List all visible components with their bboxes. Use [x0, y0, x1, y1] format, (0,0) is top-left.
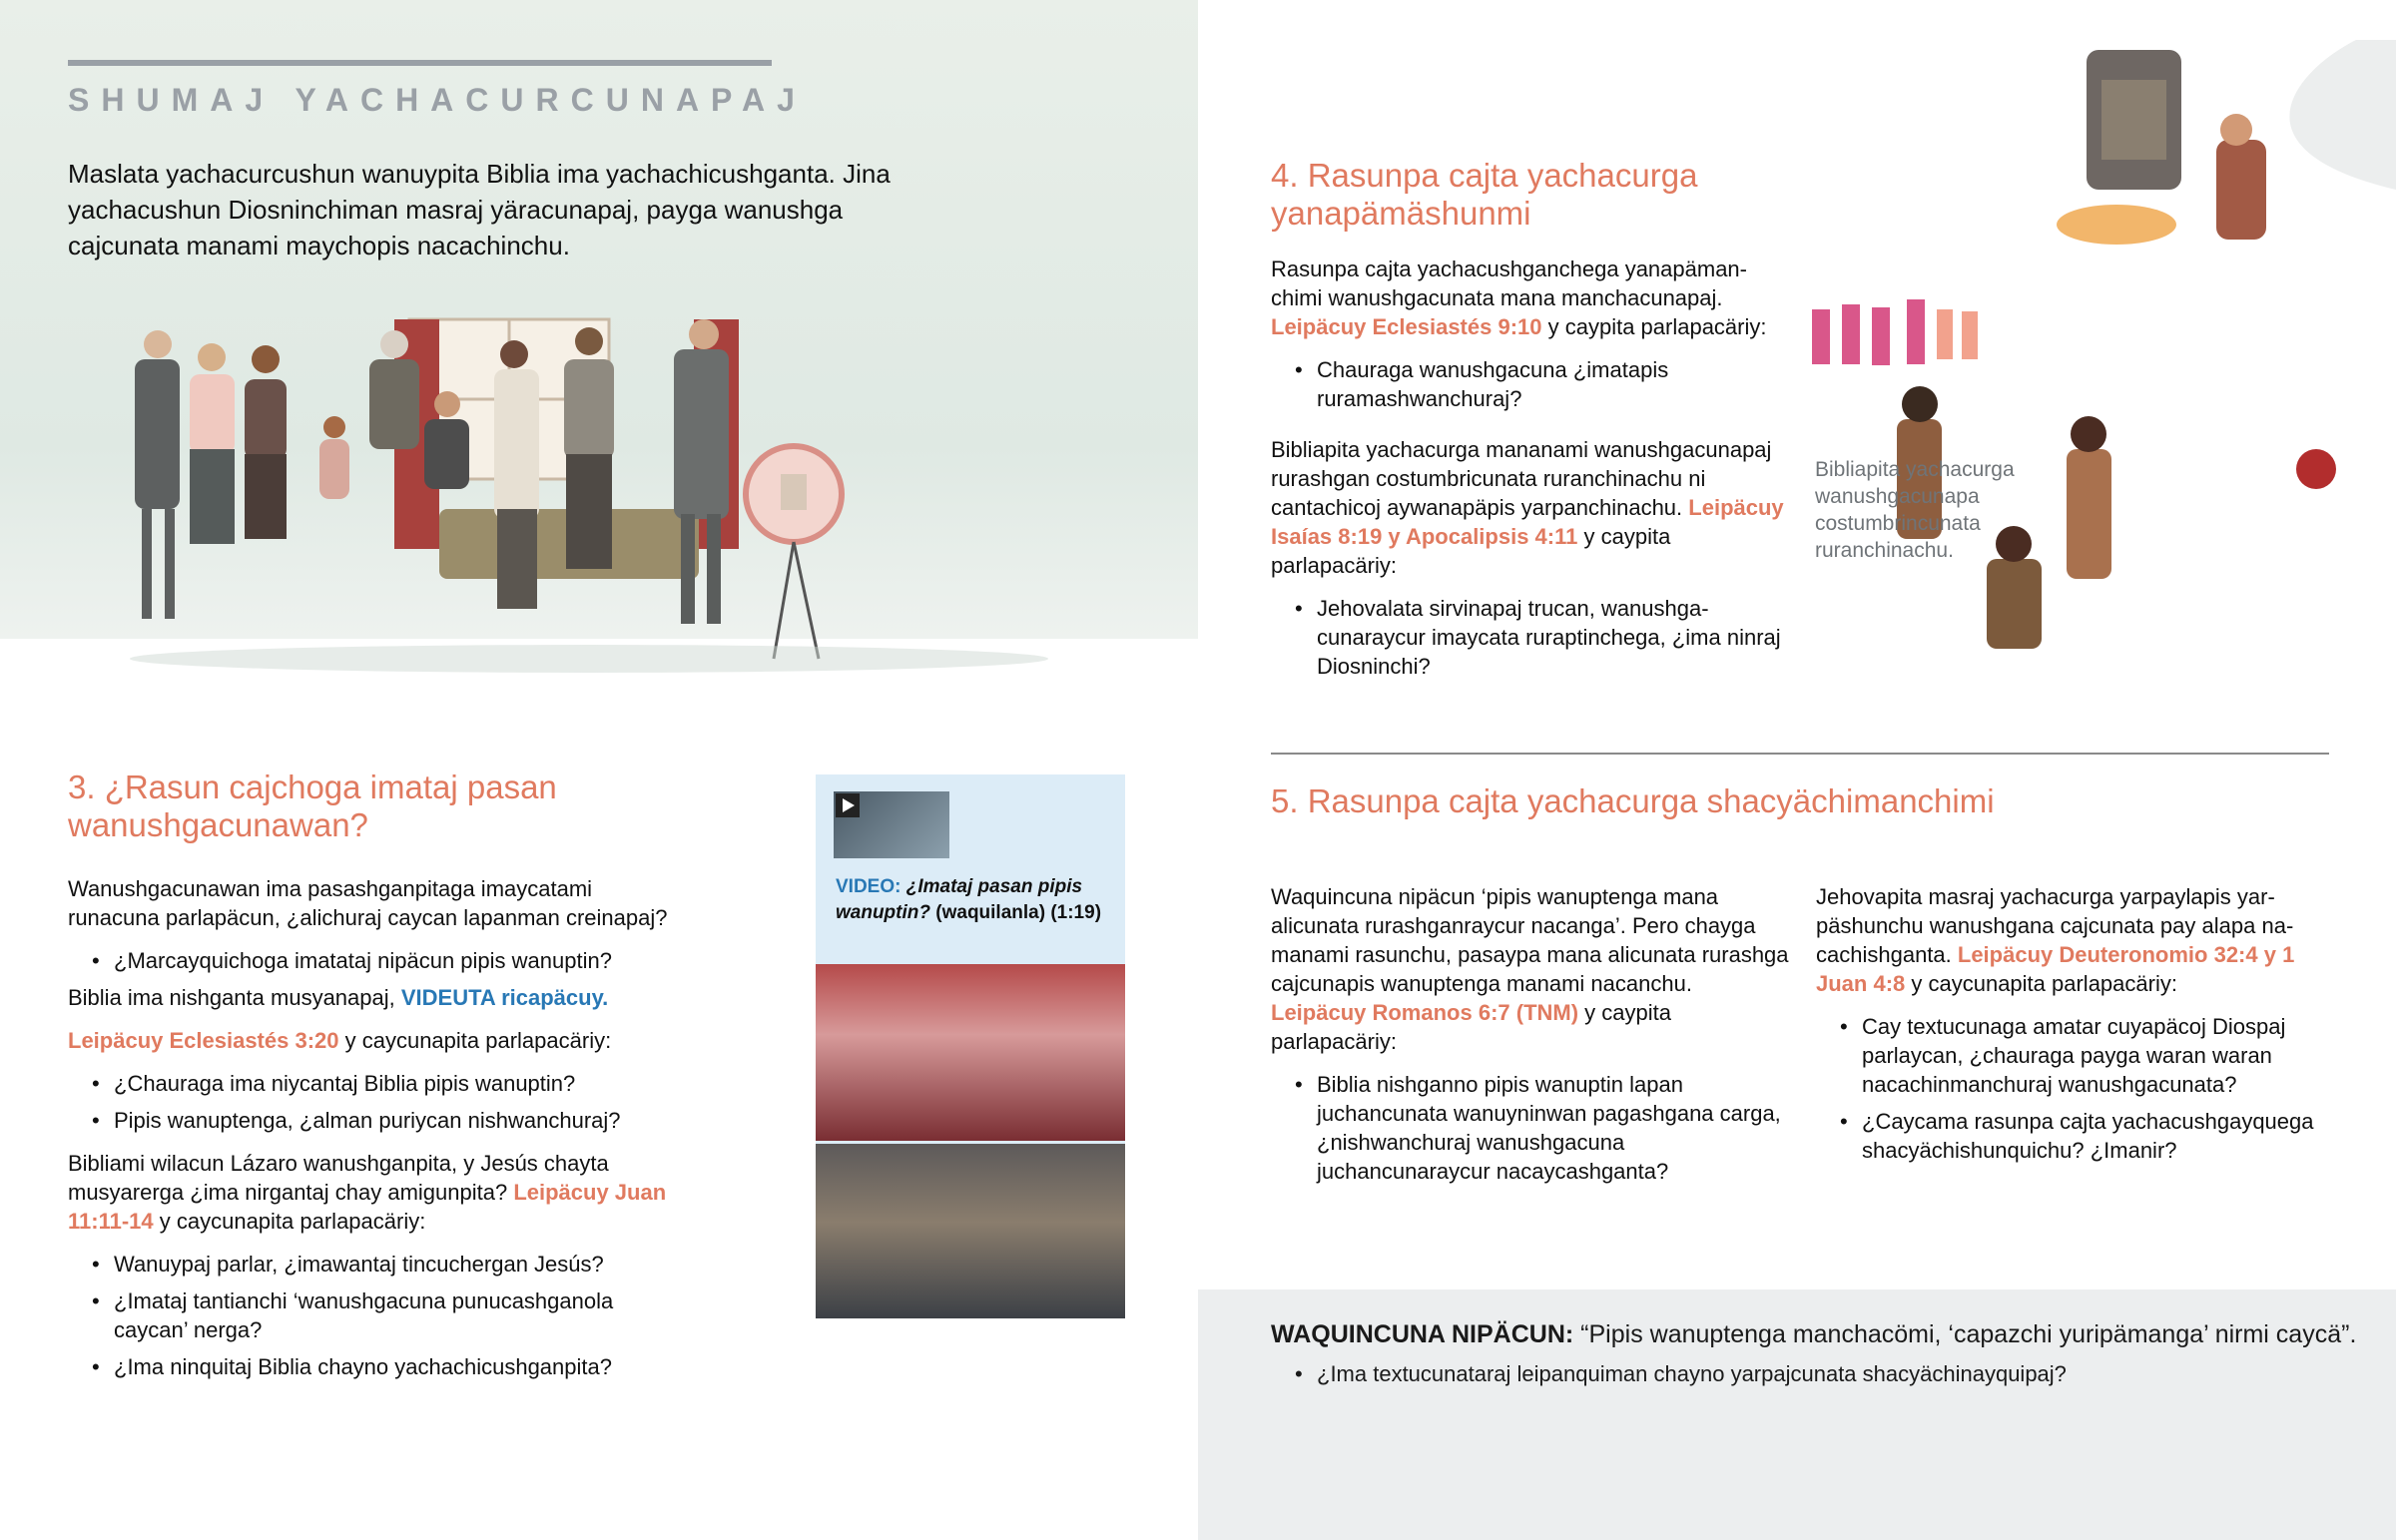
section-5-list-a: [1271, 1070, 1790, 1186]
scripture-ref-isaias-apocalipsis[interactable]: Leipäcuy Isaías 8:19 y Apocalipsis 4:11: [1271, 495, 1784, 549]
section-5-title: 5. Rasunpa cajta yachacurga shacyächimanchimi: [1271, 782, 1995, 819]
section-3: [68, 769, 677, 1389]
section-5-column-a: [1271, 882, 1790, 1194]
video-title: ¿Imataj pasan pipis wanuptin?: [836, 876, 1083, 923]
section-4-q2: • Jehovalata sirvinapaj trucan, wanushgacunaraycur imaycata ruraptinchega, ¿ima ninraj Diosninchi?: [1271, 594, 1790, 681]
section-divider: [1271, 753, 2329, 755]
section-3-q6: • ¿Ima ninquitaj Biblia chayno yachachicushganpita?: [68, 1352, 677, 1381]
summary-list: [1271, 1359, 2369, 1388]
section-4-list-2: [1271, 594, 1790, 681]
hospital-bed-photo: [816, 964, 1125, 1141]
scripture-ref-romanos-6-7[interactable]: Leipäcuy Romanos 6:7 (TNM): [1271, 1000, 1579, 1025]
section-3-list-2: [68, 1069, 677, 1135]
section-3-q3: • Pipis wanuptenga, ¿alman puriycan nishwanchuraj?: [68, 1106, 677, 1135]
intro-text: Maslata yachacurcushun wanuypita Biblia ima yachachicushganta. Jina yachacushun Diosninchiman masraj yäracunapaj, payga wanushga cajcunata manami maychopis nacachinchu.: [68, 159, 891, 260]
section-5: [1271, 782, 2349, 1184]
scripture-ref-deuteronomio-juan[interactable]: Leipäcuy Deuteronomio 32:4 y 1 Juan 4:8: [1816, 942, 2295, 996]
funeral-scene-illustration: [120, 299, 1058, 704]
video-caption: [836, 874, 1115, 926]
section-5-q2: • Cay textucunaga amatar cuyapäcoj Diospaj parlaycan, ¿chauraga payga waran waran nacachinmanchuraj wanushgacunata?: [1816, 1012, 2335, 1099]
section-3-title: 3. ¿Rasun cajchoga imataj pasan wanushgacunawan?: [68, 769, 557, 843]
summary-box: [1198, 1289, 2396, 1540]
section-3-q4: • Wanuypaj parlar, ¿imawantaj tincuchergan Jesús?: [68, 1250, 677, 1279]
video-meta: (waquilanla) (1:19): [935, 902, 1102, 923]
section-4-list-1: [1271, 355, 1790, 413]
section-3-question-intro: Wanushgacunawan ima pasashganpitaga imaycatami runacuna parlapäcun, ¿alichuraj caycan lapanman creinapaj?: [68, 876, 668, 930]
section-4-para-2: Bibliapita yachacurga mananami wanushgacunapaj rurashgan costumbricunata ruranchinachu ni cantachicoj aywanapäpis yarpanchinachu. Leipäcuy Isaías 8:19 y Apocalipsis 4:11 y caypita parlapacäriy:: [1271, 437, 1784, 578]
section-5-q1: • Biblia nishganno pipis wanuptin lapan juchancunata wanuyninwan pagashgana carga, ¿nishwanchuraj wanushgacuna juchancunaraycur nacaycashganta?: [1271, 1070, 1790, 1186]
mourners-photo: [816, 1144, 1125, 1318]
offerings-and-dancers-illustration: [1797, 30, 2396, 689]
section-5-list-b: [1816, 1012, 2335, 1165]
video-thumbnail[interactable]: [834, 791, 949, 858]
video-link[interactable]: VIDEUTA ricapäcuy.: [400, 985, 609, 1010]
illustration-caption: Bibliapita yachacurga wanushgacunapa costumbrincunata ruranchinachu.: [1815, 458, 2015, 562]
section-4-title: 4. Rasunpa cajta yachacurga yanapämäshunmi: [1271, 157, 1698, 232]
section-3-list-3: [68, 1250, 677, 1381]
section-3-list-1: [68, 946, 677, 975]
section-3-read-1: Leipäcuy Eclesiastés 3:20 y caycunapita parlapacäriy:: [68, 1028, 612, 1053]
section-4: [1271, 157, 1790, 689]
section-3-q2: • ¿Chauraga ima niycantaj Biblia pipis wanuptin?: [68, 1069, 677, 1098]
section-4-para-1: Rasunpa cajta yachacushganchega yanapämanchimi wanushgacunata mana manchacunapaj. Leipäcuy Eclesiastés 9:10 y caypita parlapacäriy:: [1271, 257, 1767, 339]
section-3-video-prompt: Biblia ima nishganta musyanapaj, VIDEUTA ricapäcuy.: [68, 985, 609, 1010]
section-5-column-b: [1816, 882, 2335, 1173]
section-5-para-a: Waquincuna nipäcun ‘pipis wanuptenga mana alicunata rurashganraycur nacanga’. Pero chayga manami rasunchu, pasaypa mana alicunata rurashga cajcunapis wanuptenga manami nacanchu. Leipäcuy Romanos 6:7 (TNM) y caypita parlapacäriy:: [1271, 884, 1789, 1054]
section-3-q1: • ¿Marcayquichoga imatataj nipäcun pipis wanuptin?: [68, 946, 677, 975]
summary-label: WAQUINCUNA NIPÄCUN:: [1271, 1320, 1574, 1348]
summary-quote: WAQUINCUNA NIPÄCUN: “Pipis wanuptenga manchacömi, ‘capazchi yuripämanga’ nirmi caycä”.: [1271, 1320, 2357, 1348]
section-5-q3: • ¿Caycama rasunpa cajta yachacushgayquega shacyächishunquichu? ¿Imanir?: [1816, 1107, 2335, 1165]
section-5-para-b: Jehovapita masraj yachacurga yarpaylapis yarpäshunchu wanushgana cajcunata pay alapa nacachishganta. Leipäcuy Deuteronomio 32:4 y 1 Juan 4:8 y caycunapita parlapacäriy:: [1816, 884, 2295, 996]
section-3-q5: • ¿Imataj tantianchi ‘wanushgacuna punucashganola caycan’ nerga?: [68, 1286, 677, 1344]
play-icon[interactable]: [836, 793, 860, 817]
scripture-ref-juan-11[interactable]: Leipäcuy Juan 11:11-14: [68, 1180, 667, 1234]
video-label: VIDEO:: [836, 876, 901, 897]
summary-question: • ¿Ima textucunataraj leipanquiman chayno yarpajcunata shacyächinayquipaj?: [1271, 1359, 2369, 1388]
scripture-ref-eclesiastes-9-10[interactable]: Leipäcuy Eclesiastés 9:10: [1271, 314, 1542, 339]
section-3-lazaro: Bibliami wilacun Lázaro wanushganpita, y Jesús chayta musyarerga ¿ima nirgantaj chay amigunpita? Leipäcuy Juan 11:11-14 y caycunapita parlapacäriy:: [68, 1151, 667, 1234]
section-4-q1: • Chauraga wanushgacuna ¿imatapis ruramashwanchuraj?: [1271, 355, 1790, 413]
series-title: SHUMAJ YACHACURCUNAPAJ: [68, 82, 807, 118]
series-rule: [68, 60, 772, 66]
scripture-ref-eclesiastes-3-20[interactable]: Leipäcuy Eclesiastés 3:20: [68, 1028, 339, 1053]
